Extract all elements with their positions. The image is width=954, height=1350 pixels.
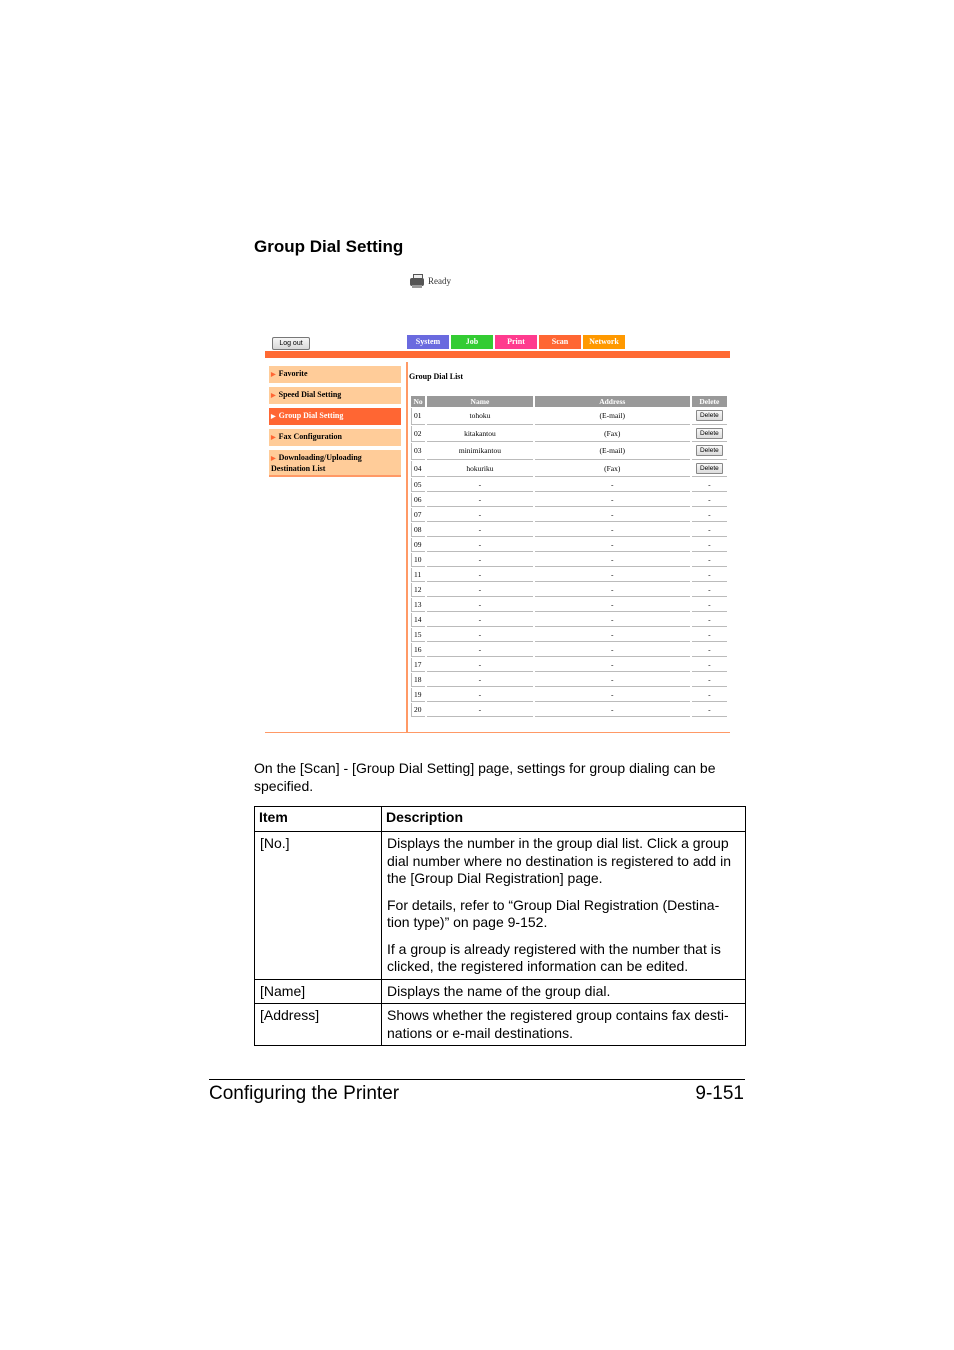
address-cell: - bbox=[535, 613, 690, 627]
item-cell: [Address] bbox=[255, 1004, 382, 1046]
dial-number-link[interactable]: 12 bbox=[411, 583, 425, 597]
group-name-cell: - bbox=[427, 613, 533, 627]
status-text: Ready bbox=[428, 276, 451, 286]
delete-cell: - bbox=[692, 508, 727, 522]
sidebar-item-speed-dial[interactable] bbox=[269, 387, 401, 404]
dial-number-link[interactable]: 04 bbox=[411, 461, 425, 478]
description-paragraph: Shows whether the registered group contains fax desti-nations or e-mail destinations. bbox=[387, 1007, 729, 1041]
table-row bbox=[411, 523, 727, 537]
dial-number-link[interactable]: 10 bbox=[411, 553, 425, 567]
dial-number-link[interactable]: 09 bbox=[411, 538, 425, 552]
table-row bbox=[411, 688, 727, 702]
column-header-name: Name bbox=[427, 396, 533, 407]
delete-cell bbox=[692, 443, 727, 460]
table-row bbox=[411, 628, 727, 642]
address-cell: - bbox=[535, 598, 690, 612]
address-cell: (Fax) bbox=[535, 426, 690, 443]
arrow-icon: ▶ bbox=[271, 435, 276, 441]
tab-print[interactable]: Print bbox=[495, 335, 537, 349]
footer-rule bbox=[209, 1079, 745, 1080]
group-name-cell: hokuriku bbox=[427, 461, 533, 478]
address-cell: - bbox=[535, 478, 690, 492]
table-row bbox=[411, 461, 727, 478]
dial-number-link[interactable]: 08 bbox=[411, 523, 425, 537]
group-name-cell: - bbox=[427, 673, 533, 687]
delete-cell bbox=[692, 426, 727, 443]
address-cell: - bbox=[535, 673, 690, 687]
address-cell: - bbox=[535, 688, 690, 702]
table-row bbox=[411, 643, 727, 657]
dial-number-link[interactable]: 11 bbox=[411, 568, 425, 582]
table-row bbox=[411, 568, 727, 582]
column-header-address: Address bbox=[535, 396, 690, 407]
group-name-cell: minimikantou bbox=[427, 443, 533, 460]
dial-number-link[interactable]: 18 bbox=[411, 673, 425, 687]
arrow-icon: ▶ bbox=[271, 414, 276, 420]
dial-number-link[interactable]: 15 bbox=[411, 628, 425, 642]
logout-button[interactable]: Log out bbox=[272, 337, 310, 350]
dial-number-link[interactable]: 17 bbox=[411, 658, 425, 672]
dial-number-link[interactable]: 06 bbox=[411, 493, 425, 507]
address-cell: - bbox=[535, 583, 690, 597]
dial-number-link[interactable]: 14 bbox=[411, 613, 425, 627]
item-cell: [No.] bbox=[255, 832, 382, 980]
intro-paragraph: On the [Scan] - [Group Dial Setting] page, settings for group dialing can be specified. bbox=[254, 760, 716, 794]
group-name-cell: - bbox=[427, 598, 533, 612]
address-cell: - bbox=[535, 703, 690, 717]
table-row bbox=[411, 583, 727, 597]
sidebar-item-label: Downloading/Uploading Destination List bbox=[271, 453, 362, 473]
column-header-no: No bbox=[411, 396, 425, 407]
group-name-cell: tohoku bbox=[427, 408, 533, 425]
table-row bbox=[411, 613, 727, 627]
group-name-cell: - bbox=[427, 493, 533, 507]
group-name-cell: - bbox=[427, 508, 533, 522]
sidebar-item-label: Speed Dial Setting bbox=[278, 390, 342, 399]
table-row bbox=[411, 426, 727, 443]
group-name-cell: - bbox=[427, 568, 533, 582]
table-row bbox=[411, 703, 727, 717]
delete-cell: - bbox=[692, 538, 727, 552]
delete-cell: - bbox=[692, 658, 727, 672]
sidebar bbox=[269, 366, 401, 481]
dial-number-link[interactable]: 05 bbox=[411, 478, 425, 492]
footer-page-number: 9-151 bbox=[695, 1083, 744, 1104]
status-indicator bbox=[409, 272, 451, 290]
table-row bbox=[411, 673, 727, 687]
table-row bbox=[411, 478, 727, 492]
arrow-icon: ▶ bbox=[271, 456, 276, 462]
address-cell: - bbox=[535, 568, 690, 582]
dial-number-link[interactable]: 07 bbox=[411, 508, 425, 522]
dial-number-link[interactable]: 02 bbox=[411, 426, 425, 443]
column-header-delete: Delete bbox=[692, 396, 727, 407]
tab-system[interactable]: System bbox=[407, 335, 449, 349]
description-cell bbox=[382, 1004, 746, 1046]
description-cell bbox=[382, 979, 746, 1004]
table-row bbox=[411, 508, 727, 522]
group-name-cell: - bbox=[427, 583, 533, 597]
dial-number-link[interactable]: 03 bbox=[411, 443, 425, 460]
group-name-cell: - bbox=[427, 628, 533, 642]
arrow-icon: ▶ bbox=[271, 372, 276, 378]
delete-cell: - bbox=[692, 643, 727, 657]
group-dial-table bbox=[409, 395, 729, 718]
group-name-cell: - bbox=[427, 703, 533, 717]
sidebar-item-label: Group Dial Setting bbox=[278, 411, 344, 420]
delete-cell: - bbox=[692, 493, 727, 507]
delete-cell: - bbox=[692, 703, 727, 717]
delete-cell: - bbox=[692, 613, 727, 627]
delete-button[interactable]: Delete bbox=[696, 428, 723, 439]
sidebar-item-download-upload[interactable] bbox=[269, 450, 401, 477]
group-name-cell: - bbox=[427, 538, 533, 552]
group-name-cell: kitakantou bbox=[427, 426, 533, 443]
arrow-icon: ▶ bbox=[271, 393, 276, 399]
description-paragraph: For details, refer to “Group Dial Registration (Destina-tion type)” on page 9-152. bbox=[387, 896, 720, 930]
delete-cell: - bbox=[692, 478, 727, 492]
sidebar-item-label: Fax Configuration bbox=[278, 432, 342, 441]
table-row bbox=[255, 832, 746, 980]
group-name-cell: - bbox=[427, 523, 533, 537]
group-name-cell: - bbox=[427, 478, 533, 492]
table-row bbox=[255, 1004, 746, 1046]
delete-cell: - bbox=[692, 523, 727, 537]
delete-cell: - bbox=[692, 628, 727, 642]
table-row bbox=[411, 553, 727, 567]
dial-number-link[interactable]: 01 bbox=[411, 408, 425, 425]
address-cell: - bbox=[535, 643, 690, 657]
table-row bbox=[255, 979, 746, 1004]
content-bottom-divider bbox=[265, 732, 730, 733]
section-title: Group Dial Setting bbox=[254, 237, 404, 256]
description-paragraph: If a group is already registered with the number that is clicked, the registered information can be edited. bbox=[387, 940, 721, 974]
content-divider bbox=[406, 362, 408, 732]
tab-scan[interactable]: Scan bbox=[539, 335, 581, 349]
table-row bbox=[411, 658, 727, 672]
sidebar-item-favorite[interactable] bbox=[269, 366, 401, 383]
address-cell: - bbox=[535, 553, 690, 567]
delete-cell: - bbox=[692, 688, 727, 702]
group-name-cell: - bbox=[427, 553, 533, 567]
delete-cell: - bbox=[692, 598, 727, 612]
delete-cell bbox=[692, 408, 727, 425]
main-tabs bbox=[407, 335, 627, 349]
dial-number-link[interactable]: 13 bbox=[411, 598, 425, 612]
table-row bbox=[411, 538, 727, 552]
group-name-cell: - bbox=[427, 643, 533, 657]
table-row bbox=[411, 443, 727, 460]
tab-job[interactable]: Job bbox=[451, 335, 493, 349]
delete-cell: - bbox=[692, 553, 727, 567]
delete-button[interactable]: Delete bbox=[696, 463, 723, 474]
item-cell: [Name] bbox=[255, 979, 382, 1004]
description-paragraph: Displays the number in the group dial list. Click a group dial number where no destination is registered to add in the [Group Dial Registration] page. bbox=[387, 835, 731, 886]
table-row bbox=[411, 598, 727, 612]
tab-network[interactable]: Network bbox=[583, 335, 625, 349]
address-cell: (E-mail) bbox=[535, 408, 690, 425]
group-name-cell: - bbox=[427, 688, 533, 702]
sidebar-item-label: Favorite bbox=[278, 369, 308, 378]
sidebar-item-fax-configuration[interactable] bbox=[269, 429, 401, 446]
delete-button[interactable]: Delete bbox=[696, 445, 723, 456]
dial-number-link[interactable]: 19 bbox=[411, 688, 425, 702]
description-paragraph: Displays the name of the group dial. bbox=[387, 982, 611, 999]
table-row bbox=[411, 408, 727, 425]
sidebar-divider bbox=[269, 475, 401, 477]
dial-number-link[interactable]: 20 bbox=[411, 703, 425, 717]
table-row bbox=[411, 493, 727, 507]
delete-cell: - bbox=[692, 568, 727, 582]
sidebar-item-group-dial[interactable] bbox=[269, 408, 401, 425]
address-cell: - bbox=[535, 523, 690, 537]
header-item: Item bbox=[255, 807, 382, 832]
description-table bbox=[254, 806, 746, 1046]
group-name-cell: - bbox=[427, 658, 533, 672]
delete-cell bbox=[692, 461, 727, 478]
header-description: Description bbox=[382, 807, 746, 832]
dial-number-link[interactable]: 16 bbox=[411, 643, 425, 657]
address-cell: - bbox=[535, 508, 690, 522]
delete-button[interactable]: Delete bbox=[696, 410, 723, 421]
address-cell: (Fax) bbox=[535, 461, 690, 478]
delete-cell: - bbox=[692, 583, 727, 597]
header-bar bbox=[265, 351, 730, 358]
address-cell: - bbox=[535, 538, 690, 552]
printer-icon bbox=[409, 274, 425, 288]
footer-chapter-title: Configuring the Printer bbox=[209, 1083, 400, 1104]
address-cell: - bbox=[535, 658, 690, 672]
description-cell bbox=[382, 832, 746, 980]
group-dial-list-title: Group Dial List bbox=[409, 372, 464, 381]
delete-cell: - bbox=[692, 673, 727, 687]
address-cell: (E-mail) bbox=[535, 443, 690, 460]
address-cell: - bbox=[535, 493, 690, 507]
address-cell: - bbox=[535, 628, 690, 642]
